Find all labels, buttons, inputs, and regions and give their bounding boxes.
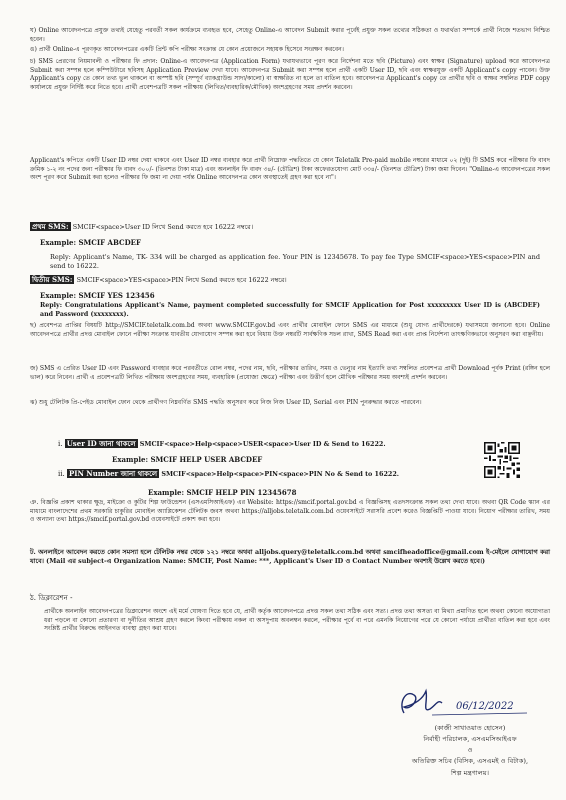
para-ta: ট. অনলাইনে আবেদন করতে কোন সমস্যা হলে টেলিটক নম্বর থেকে ১২১ নম্বরে অথবা alljobs.query@teletalk.com.bd অথবা smcifheadoffice@gmail.com ই-মেইলে যোগাযোগ করা যাবে। (Mail এর subject-এ Organization Name: SMCIF, Post Name: ***, Applicant's User ID ও Contact Number অবশ্যই উল্লেখ করতে হবে।) [30,548,550,565]
para-uma: ঙ) প্রার্থী Online-এ পূরণকৃত আবেদনপত্রের একটি প্রিন্ট কপি পরীক্ষা সংক্রান্ত যে কোন প্রয়োজনে সহায়ক হিসেবে সংরক্ষণ করবেন। [30,46,344,53]
sms2-label: দ্বিতীয় SMS: [32,275,73,284]
declaration-title: ঠ. ডিক্লারেশন - [30,594,73,602]
para-chha: ছ) প্রবেশপত্র প্রাপ্তির বিষয়টি http://SMCIF.teletalk.com.bd অথবা www.SMCIF.gov.bd এবং প্রার্থীর মোবাইল ফোনে SMS এর মাধ্যমে (শুধু যোগ্য প্রার্থীদেরকে) যথাসময়ে জানানো হবে। Online আবেদনপত্রে প্রার্থীর প্রদত্ত মোবাইল ফোনে পরীক্ষা সংক্রান্ত যাবতীয় যোগাযোগ সম্পন্ন করা হবে বিধায় উক্ত নম্বরটি সার্বক্ষণিক সচল রাখা, SMS Read করা এবং প্রাপ্ত নির্দেশনা তাৎক্ষণিকভাবে অনুসরণ করা বাঞ্ছনীয়। [30,322,550,338]
para-cha-fee: Applicant's কপিতে একটি User ID নম্বর দেয়া থাকবে এবং User ID নম্বর ব্যবহার করে প্রার্থী নিম্নোক্ত পদ্ধতিতে যে কোন Teletalk Pre-paid mobile নম্বরের মাধ্যমে ০২ (দুই) টি SMS করে পরীক্ষার ফি বাবদ ক্রমিক ১-২ নং পদের জন্য পরীক্ষার ফি বাবদ ৩০০/- (তিনশত টাকা মাত্র) এবং অনলাইন ফি বাবদ ৩৪/- (চৌত্রিশ) টাকা অফেরতযোগ্য মোট ৩৩৪/- (তিনশত চৌত্রিশ) টাকা জমা দিবেন। "Online-এ আবেদনপত্রের সকল অংশ পূরণ করে Submit করা হলেও পরীক্ষার ফি জমা না দেয়া পর্যন্ত Online আবেদনপত্র কোন অবস্থাতেই গ্রহণ করা হবে না"। [30,157,550,182]
recover-pin-label: PIN Number জানা থাকলে [68,469,158,478]
para-cha: চ) SMS প্রেরণের নিয়মাবলী ও পরীক্ষার ফি প্রদান: Online-এ আবেদনপত্র (Application Form) যথাযথভাবে পূরণ করে নির্দেশনা মতে ছবি (Picture) এবং স্বাক্ষর (Signature) upload করে আবেদনপত্র Submit করা সম্পন্ন হলে কম্পিউটারে ছবিসহ Application Preview দেখা যাবে। আবেদনপত্র Submit করা সম্পন্ন হলে প্রার্থী একটি User ID, ছবি এবং স্বাক্ষরযুক্ত একটি Applicant's copy পাবেন। উক্ত Applicant's copy তে কোন তথ্য ভুল থাকলে বা অস্পষ্ট ছবি (সম্পূর্ণ ব্যাকগ্রাউন্ড সাদা/কালো) বা স্বাক্ষরিত না হলে তা বাতিল হবে। আবেদনপত্র Applicant's copy তে প্রার্থীর ছবি ও স্বাক্ষর সম্বলিত PDF copy কার্যালয়ে প্রযুক্ত নির্দিষ্ট করে নিতে হবে। প্রার্থী প্রবেশপত্রটি সকল পরীক্ষায় (লিখিত/ব্যবহারিক/মৌখিক) অংশগ্রহণের সময় প্রদর্শন করবেন। [30,58,550,91]
signatory-name: (কাজী সাখাওয়াত হোসেন) [434,724,506,732]
recover-user-row: i. User ID জানা থাকলে SMCIF<space>Help<space>USER<space>User ID & Send to 16222. [58,439,386,448]
signatory-title1: নির্বাহী পরিচালক, এসএমসিআইএফ [423,735,517,743]
sms1-example: Example: SMCIF ABCDEF [40,238,141,247]
signature-image [392,683,532,723]
sms2-row [30,275,287,285]
sms1-label: প্রথম SMS: [32,222,69,231]
para-gha: ঘ) Online আবেদনপত্রে প্রযুক্ত তথ্যই যেহেতু পরবর্তী সকল কার্যক্রমে ব্যবহৃত হবে, সেহেতু Online-এ আবেদন Submit করার পূর্বেই প্রযুক্ত সকল তথ্যের সঠিকতা ও যথার্থতা সম্পর্কে প্রার্থী নিজে শতভাগ নিশ্চিত হবেন। [30,27,550,43]
signatory-ministry: শিল্প মন্ত্রণালয়। [451,769,489,777]
recover-pin-instruction: SMCIF<space>Help<space>PIN<space>PIN No & Send to 16222. [161,470,400,478]
sms2-reply: Reply: Congratulations Applicant's Name, payment completed successfully for SMCIF Application for Post xxxxxxxxx User ID is (ABCDEF) and Password (xxxxxxxx). [40,302,540,318]
recover-pin-example: Example: SMCIF HELP PIN 12345678 [148,488,297,497]
para-jha: ঝ) শুধু টেলিটক প্রি-পেইড মোবাইল ফোন থেকে প্রার্থীগণ নিম্নবর্ণিত SMS পদ্ধতি অনুসরণ করে নিজ নিজ User ID, Serial এবং PIN পুনরুদ্ধার করতে পারবেন। [30,399,422,406]
para-nya: ঞ. বিজ্ঞপ্তি প্রকাশ থাকার ক্ষুদ্র, মাইক্রো ও কুটির শিল্প ফাউন্ডেশন (এসএমসিআইএফ) এর Website: https://smcif.portal.gov.bd এ বিজ্ঞপ্তিসহ এতদসংক্রান্ত সকল তথ্য দেখা যাবে। অথবা QR Code স্ক্যান এর মাধ্যমে বাংলাদেশের প্রথম সরকারি চাকুরির মোবাইল অ্যাপ্লিকেশন টেলিটক জবস অথবা https://alljobs.teletalk.com.bd ওয়েবসাইটে সরাসরি প্রবেশ করেও বিজ্ঞপ্তিটি পাওয়া যাবে। নিয়োগ পরীক্ষার তারিখ, সময় ও অন্যান্য তথ্য https://smcif.portal.gov.bd ওয়েবসাইটে প্রকাশ করা হবে। [30,499,550,524]
sms1-instruction: SMCIF<space>User ID লিখে Send করতে হবে 16222 নম্বরে। [72,223,253,231]
sms1-row [30,222,253,232]
sms1-reply: Reply: Applicant's Name, TK- 334 will be charged as application fee. Your PIN is 12345678. To pay fee Type SMCIF<space>YES<space>PIN and send to 16222. [50,253,540,270]
para-ja: জ) SMS এ প্রেরিত User ID এবং Password ব্যবহার করে পরবর্তীতে রোল নম্বর, পদের নাম, ছবি, পরীক্ষার তারিখ, সময় ও ভেন্যুর নাম ইত্যাদি তথ্য সম্বলিত প্রবেশপত্র প্রার্থী Download পূর্বক Print (রঙ্গিন হলে ভাল) করে নিবেন। প্রার্থী এ প্রবেশপত্রটি লিখিত পরীক্ষায় অংশগ্রহণের সময়, ব্যবহারিক (প্রযোজ্য ক্ষেত্রে) পরীক্ষা এবং উত্তীর্ণ হলে মৌখিক পরীক্ষার সময় অবশ্যই প্রদর্শন করবেন। [30,365,550,381]
recover-user-example: Example: SMCIF HELP USER ABCDEF [112,455,263,464]
signature-date: 06/12/2022 [456,701,514,712]
signatory-title2: অতিরিক্ত সচিব (বিসিক, এসএমই ও বিটাক), [411,757,529,765]
sms2-example: Example: SMCIF YES 123456 [40,291,155,300]
recover-pin-row: ii. PIN Number জানা থাকলে SMCIF<space>Help<space>PIN<space>PIN No & Send to 16222. [58,469,400,478]
qr-code[interactable] [484,441,520,479]
para-tha: প্রার্থীকে অনলাইন আবেদনপত্রের ডিক্লারেশন অংশে এই মর্মে ঘোষণা দিতে হবে যে, প্রার্থী কর্তৃক আবেদনপত্রে প্রদত্ত সকল তথ্য সঠিক এবং সত্য। প্রদত্ত তথ্য অসত্য বা মিথ্যা প্রমাণিত হলে অথবা কোনো অযোগ্যতা ধরা পড়লে বা কোনো প্রতারণা বা দুর্নীতির আশ্রয় গ্রহণ করলে কিংবা পরীক্ষায় নকল বা অসদুপায় অবলম্বন করলে, পরীক্ষার পূর্বে বা পরে এমনকি নিয়োগের পরে যে কোনো পর্যায়ে প্রার্থীতা বাতিল করা হবে এবং সংশ্লিষ্ট প্রার্থীর বিরুদ্ধে আইনগত ব্যবস্থা গ্রহণ করা যাবে। [44,608,550,633]
signatory-and: ও [467,746,473,754]
sms2-instruction: SMCIF<space>YES<space>PIN লিখে Send করতে হবে 16222 নম্বরে। [76,276,287,284]
recover-user-instruction: SMCIF<space>Help<space>USER<space>User ID & Send to 16222. [139,440,386,448]
recover-user-label: User ID জানা থাকলে [66,439,136,448]
